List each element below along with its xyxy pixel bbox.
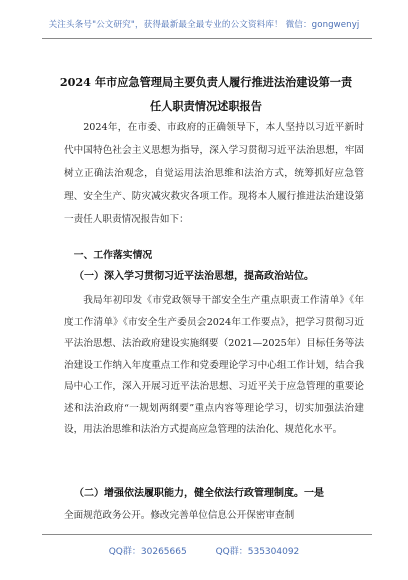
title-line-1: 2024 年市应急管理局主要负责人履行推进法治建设第一责 bbox=[59, 75, 353, 89]
subsection-1-paragraph: 我局年初印发《市党政领导干部安全生产重点职责工作清单》《年度工作清单》《市安全生产委员会2024年工作要点》，把学习贯彻习近平法治思想、法治政府建设实施纲要（2021—2025年）目标任务等法治建设工作纳入年度重点工作和党委理论学习中心组工作计划，结合我局中心工作，深入开展习近平法治思想、习近平关于应急管理的重要论述和法治政府“一规划两纲要”重点内容等理论学习，切实加强法治建设，用法治思维和法治方式提高应急管理的法治化、规范化水平。 bbox=[64, 295, 364, 435]
subsection-2-lead: 一是 bbox=[304, 488, 324, 499]
subsection-2-title: （二）增强依法履职能力，健全依法行政管理制度。 bbox=[74, 488, 304, 499]
document-title bbox=[28, 70, 384, 118]
intro-paragraph: 2024年，在市委、市政府的正确领导下，本人坚持以习近平新时代中国特色社会主义思想为指导，深入学习贯彻习近平法治思想，牢固树立正确法治观念，自觉运用法治思维和法治方式，统筹抓好应急管理、安全生产、防灾减灾救灾各项工作。现将本人履行推进法治建设第一责任人职责情况报告如下： bbox=[64, 122, 364, 225]
subsection-2-heading bbox=[64, 482, 364, 505]
footer bbox=[0, 544, 408, 557]
footer-divider bbox=[42, 534, 372, 535]
title-line-2: 任人职责情况述职报告 bbox=[150, 99, 262, 113]
section-1-heading: 一、工作落实情况 bbox=[73, 250, 153, 261]
header-divider bbox=[42, 38, 372, 39]
header-banner: 关注头条号"公文研究"，获得最新最全最专业的公文资料库！ 微信：gongwenyj bbox=[48, 20, 360, 30]
subsection-1-heading: （一）深入学习贯彻习近平法治思想，提高政治站位。 bbox=[74, 271, 314, 282]
subsection-2-paragraph-start: 全面规范政务公开。修改完善单位信息公开保密审查制 bbox=[64, 510, 295, 521]
footer-qq-group-2: QQ群：535304092 bbox=[215, 547, 300, 557]
footer-qq-group-1: QQ群：30265665 bbox=[108, 547, 187, 557]
